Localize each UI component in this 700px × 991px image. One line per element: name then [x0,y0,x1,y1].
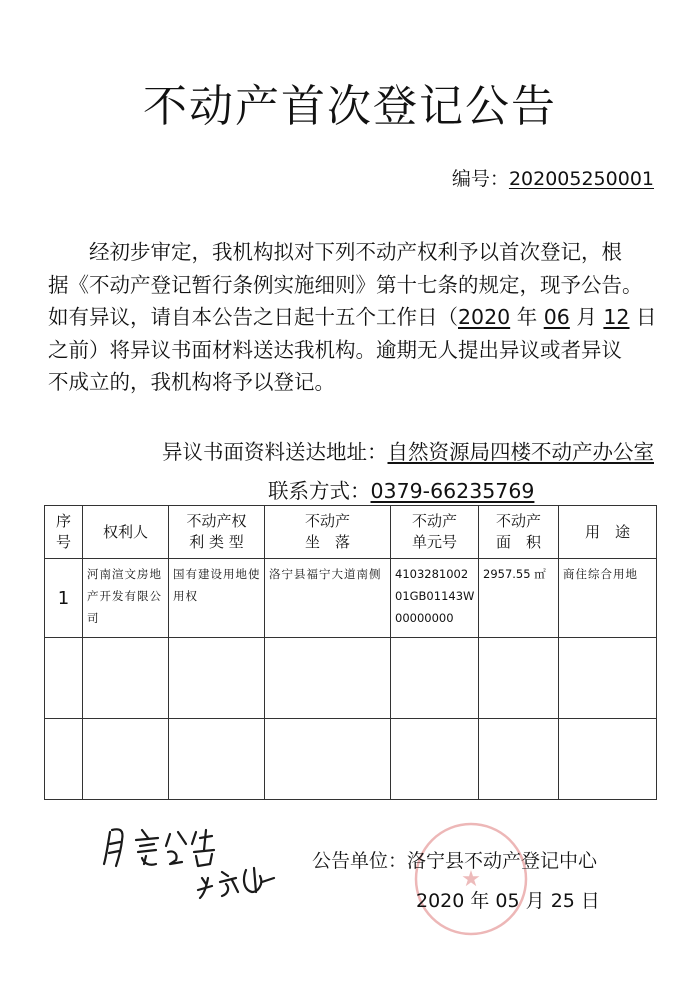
official-seal [412,820,530,938]
document-number [452,164,654,191]
paragraph-line-3-d: 日 [636,305,657,329]
handwritten-signature [96,820,296,900]
contact-label: 联系方式： [268,479,371,503]
page-title: 不动产首次登记公告 [143,81,557,132]
objection-address-value: 自然资源局四楼不动产办公室 [387,440,654,464]
issuing-unit-label: 公告单位： [312,850,408,872]
paragraph-line-4: 之前）将异议书面材料送达我机构。逾期无人提出异议或者异议 [48,337,622,362]
table-header-row [45,506,657,559]
header-right-type: 不动产权 利 类 型 [169,506,265,559]
paragraph-line-1: 经初步审定，我机构拟对下列不动产权利予以首次登记，根 [89,240,622,264]
cell-owner: 河南渲文房地产开发有限公司 [83,559,169,638]
paragraph-line-3 [48,301,660,334]
header-seq: 序 号 [45,506,83,559]
paragraph-line-3-c: 月 [576,305,597,329]
cell-use: 商住综合用地 [559,559,657,638]
registration-table [44,505,657,800]
cell-seq: 1 [45,559,83,638]
announcement-paragraph [48,236,660,399]
deadline-month: 06 [543,305,570,329]
header-location: 不动产 坐 落 [265,506,391,559]
cell-area: 2957.55 ㎡ [479,559,559,638]
header-area: 不动产 面 积 [479,506,559,559]
objection-address [162,435,654,465]
issuing-unit-name: 洛宁县不动产登记中心 [407,850,598,872]
issue-date: 2020 年 05 月 25 日 [416,890,600,912]
paragraph-line-5: 不成立的，我机构将予以登记。 [48,370,335,394]
table-row [45,559,657,638]
cell-right-type: 国有建设用地使用权 [169,559,265,638]
header-owner: 权利人 [83,506,169,559]
paragraph-line-2: 据《不动产登记暂行条例实施细则》第十七条的规定，现予公告。 [48,272,643,297]
table-row-empty [45,719,657,800]
svg-text:★: ★ [461,867,481,892]
contact-phone: 0379-66235769 [370,479,535,503]
contact-info [268,474,534,504]
paragraph-line-3-b: 年 [516,305,538,329]
deadline-year: 2020 [458,305,511,329]
paragraph-line-3-a: 如有异议，请自本公告之日起十五个工作日（ [48,305,458,329]
deadline-day: 12 [603,305,630,329]
cell-location: 洛宁县福宁大道南侧 [265,559,391,638]
issuing-unit [312,846,597,873]
header-use: 用 途 [559,506,657,559]
table-row-empty [45,638,657,719]
objection-address-label: 异议书面资料送达地址： [162,440,388,464]
document-number-label: 编号： [451,168,509,190]
cell-unit-no: 410328100201GB01143W00000000 [391,559,479,638]
document-number-value: 202005250001 [508,168,654,190]
header-unit-no: 不动产 单元号 [391,506,479,559]
